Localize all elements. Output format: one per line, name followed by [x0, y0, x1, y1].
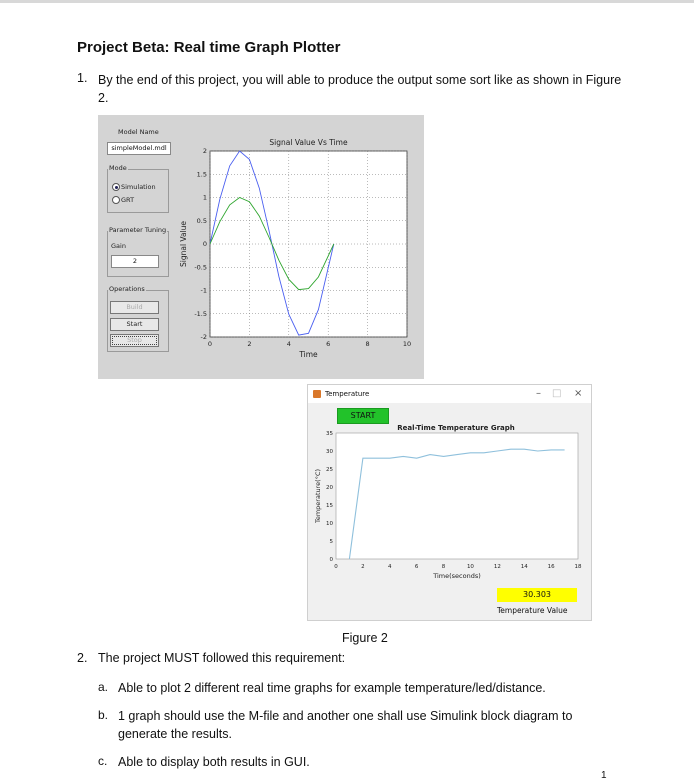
plot-area	[336, 433, 578, 559]
build-button[interactable]: Build	[110, 301, 159, 314]
x-tick-label: 12	[493, 564, 501, 570]
list-number: 1.	[77, 71, 88, 85]
list-item-text: The project MUST followed this requirement:	[98, 651, 346, 665]
y-tick-label: 0	[329, 557, 333, 563]
start-temp-button[interactable]: START	[337, 408, 389, 424]
requirement-letter: c.	[98, 754, 108, 768]
plot-area	[210, 151, 407, 337]
signal-chart	[98, 115, 424, 379]
page-top-edge	[0, 0, 694, 3]
x-tick-label: 2	[361, 564, 365, 570]
start-button[interactable]: Start	[110, 318, 159, 331]
y-axis-label: Signal Value	[179, 220, 188, 268]
maximize-button[interactable]: □	[552, 388, 562, 399]
requirement-letter: a.	[98, 680, 109, 694]
list-number: 2.	[77, 651, 88, 665]
page-number: 1	[601, 770, 607, 781]
gain-input[interactable]: 2	[111, 255, 159, 268]
x-tick-label: 10	[466, 564, 474, 570]
chart-title: Real-Time Temperature Graph	[397, 424, 515, 432]
y-tick-label: 35	[326, 431, 333, 437]
document-title: Project Beta: Real time Graph Plotter	[77, 39, 341, 56]
gain-label: Gain	[111, 242, 126, 250]
close-button[interactable]: ×	[574, 388, 583, 399]
y-tick-label: -1	[200, 286, 207, 295]
model-name-label: Model Name	[118, 128, 159, 136]
figure-caption: Figure 2	[342, 631, 388, 645]
mode-simulation-label: Simulation	[121, 183, 156, 191]
y-tick-label: 1.5	[196, 170, 207, 179]
x-tick-label: 4	[388, 564, 392, 570]
minimize-button[interactable]: –	[536, 388, 541, 399]
x-tick-label: 18	[574, 564, 582, 570]
x-tick-label: 10	[402, 340, 412, 348]
y-tick-label: 15	[326, 503, 333, 509]
x-tick-label: 8	[441, 564, 446, 570]
mode-grt-label: GRT	[121, 196, 135, 204]
y-tick-label: 5	[329, 539, 333, 545]
requirement-letter: b.	[98, 708, 109, 722]
requirement-text: 1 graph should use the M-file and another one shall use Simulink block diagram to generate the results.	[118, 709, 573, 741]
x-axis-label: Time	[299, 350, 318, 359]
parameter-tuning-label: Parameter Tuning	[109, 226, 167, 234]
x-tick-label: 6	[326, 340, 331, 348]
mode-label: Mode	[109, 164, 127, 172]
temperature-chart	[308, 385, 591, 620]
x-tick-label: 16	[547, 564, 555, 570]
y-tick-label: -0.5	[194, 263, 207, 272]
y-tick-label: 10	[326, 521, 333, 527]
y-tick-label: 0	[202, 240, 207, 248]
x-tick-label: 6	[414, 564, 419, 570]
window-title: Temperature	[325, 390, 370, 398]
operations-label: Operations	[109, 285, 145, 293]
y-tick-label: -2	[200, 333, 207, 341]
chart-title: Signal Value Vs Time	[269, 138, 348, 147]
y-tick-label: 25	[326, 467, 333, 473]
temperature-value-label: Temperature Value	[497, 606, 568, 615]
list-item-text: By the end of this project, you will able to produce the output some sort like as shown in Figure 2.	[98, 73, 622, 105]
x-tick-label: 2	[247, 340, 252, 348]
x-tick-label: 0	[207, 340, 213, 348]
y-tick-label: 1	[202, 193, 207, 202]
x-tick-label: 0	[334, 564, 338, 570]
requirement-text: Able to display both results in GUI.	[118, 755, 310, 769]
stop-button[interactable]: Stop	[110, 334, 159, 347]
requirement-text: Able to plot 2 different real time graphs for example temperature/led/distance.	[118, 681, 546, 695]
y-tick-label: 2	[202, 147, 207, 155]
temperature-window	[307, 384, 592, 621]
x-tick-label: 8	[365, 340, 370, 348]
signal-plotter-gui	[98, 115, 424, 379]
x-tick-label: 4	[286, 340, 291, 348]
model-name-field[interactable]: simpleModel.mdl	[107, 142, 171, 155]
x-axis-label: Time(seconds)	[433, 572, 481, 580]
y-axis-label: Temperature(°C)	[314, 468, 322, 524]
y-tick-label: -1.5	[194, 309, 207, 318]
y-tick-label: 20	[326, 485, 333, 491]
y-tick-label: 30	[326, 449, 333, 455]
x-tick-label: 14	[520, 564, 528, 570]
temperature-value-display: 30.303	[497, 588, 577, 602]
y-tick-label: 0.5	[196, 216, 207, 225]
